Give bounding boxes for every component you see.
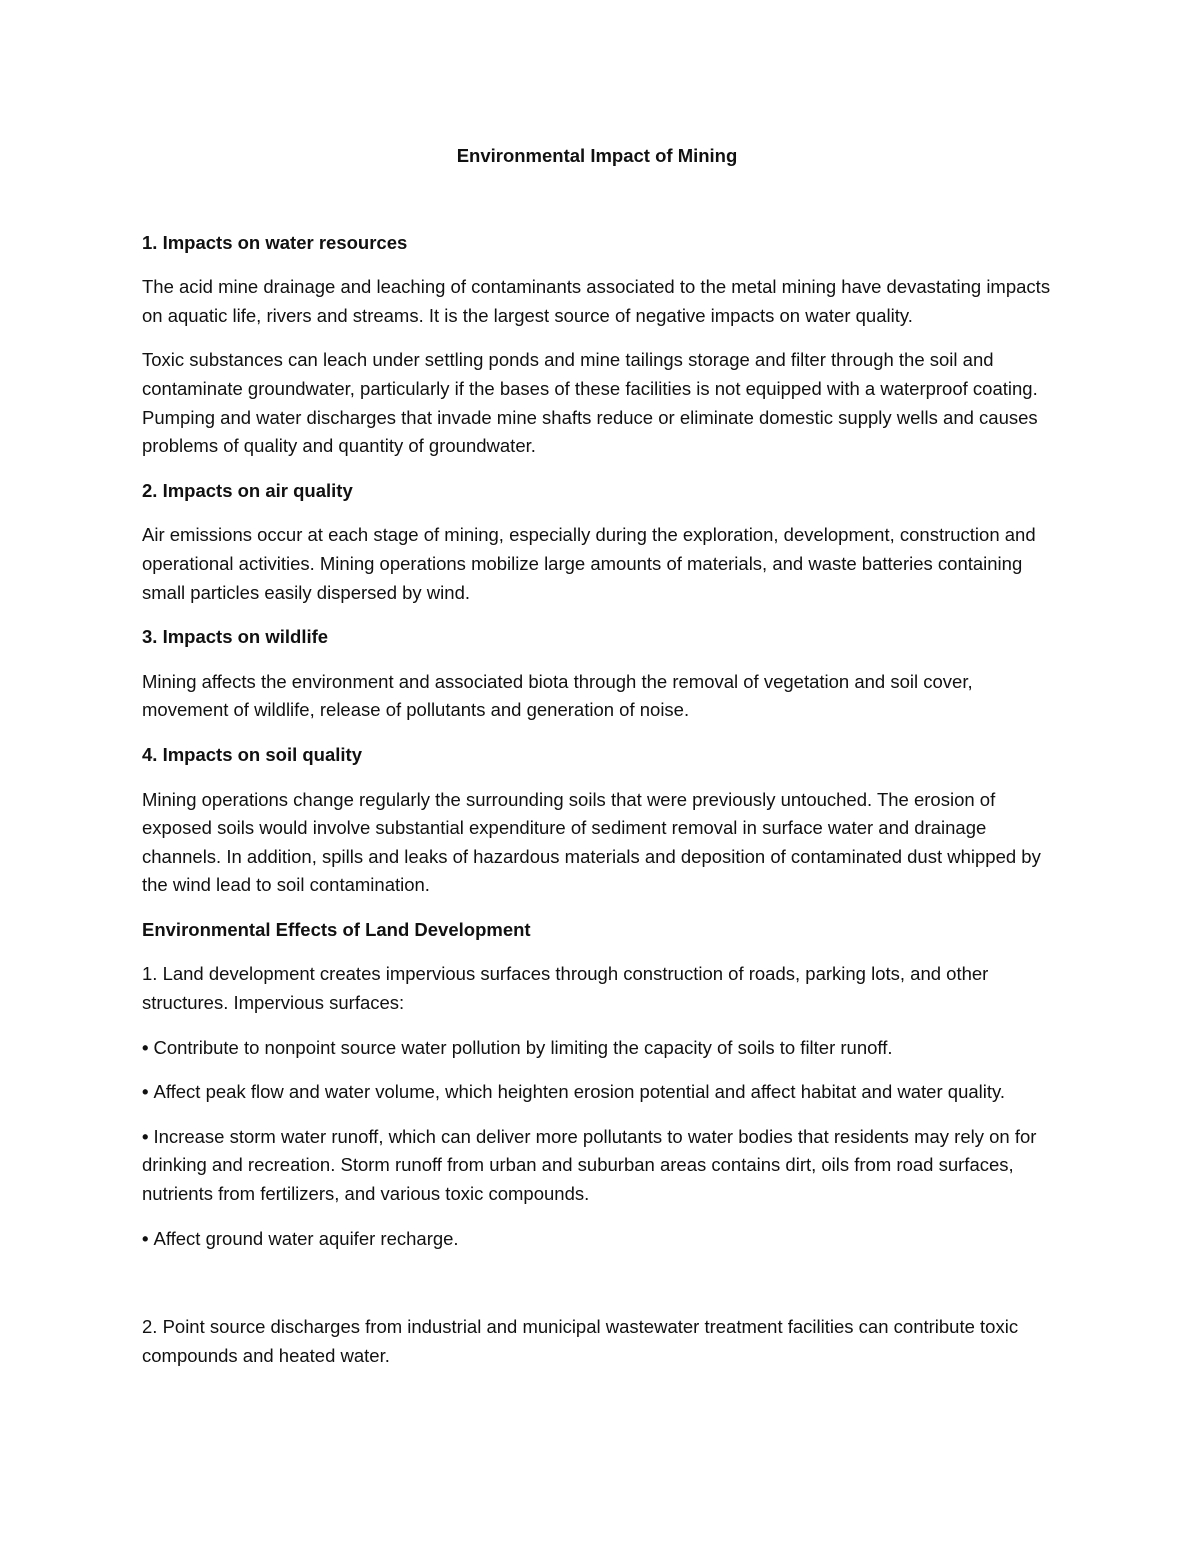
bullet-item bbox=[142, 1225, 1052, 1254]
bullet-item bbox=[142, 1123, 1052, 1209]
bullet-text: Affect peak flow and water volume, which heighten erosion potential and affect habitat and water quality. bbox=[153, 1081, 1006, 1103]
page-title: Environmental Impact of Mining bbox=[456, 145, 738, 166]
section-heading-land-development: Environmental Effects of Land Development bbox=[142, 918, 531, 940]
paragraph-land-intro: 1. Land development creates impervious surfaces through construction of roads, parking lots, and other structures. Impervious surfaces: bbox=[142, 963, 989, 1014]
blank-line bbox=[142, 1269, 1052, 1313]
bullet-icon: • bbox=[142, 1125, 149, 1147]
document-body bbox=[142, 142, 1052, 1386]
bullet-text: Contribute to nonpoint source water pollution by limiting the capacity of soils to filter runoff. bbox=[153, 1036, 893, 1058]
bullet-text: Increase storm water runoff, which can deliver more pollutants to water bodies that residents may rely on for drinking and recreation. Storm runoff from urban and suburban areas contains dirt, oils from road surfaces, nutrients from fertilizers, and various toxic compounds. bbox=[142, 1125, 1037, 1205]
paragraph-wildlife-1: Mining affects the environment and associated biota through the removal of vegetation and soil cover, movement of wildlife, release of pollutants and generation of noise. bbox=[142, 670, 973, 721]
bullet-icon: • bbox=[142, 1227, 149, 1249]
bullet-item bbox=[142, 1078, 1052, 1107]
section-heading-water: 1. Impacts on water resources bbox=[142, 231, 408, 253]
bullet-icon: • bbox=[142, 1081, 149, 1103]
section-heading-air: 2. Impacts on air quality bbox=[142, 479, 353, 501]
paragraph-water-2: Toxic substances can leach under settling ponds and mine tailings storage and filter through the soil and contaminate groundwater, particularly if the bases of these facilities is not equipped with a waterproof coating. Pumping and water discharges that invade mine shafts reduce or eliminate domestic supply wells and causes problems of quality and quantity of groundwater. bbox=[142, 349, 1038, 457]
paragraph-water-1: The acid mine drainage and leaching of contaminants associated to the metal mining have devastating impacts on aquatic life, rivers and streams. It is the largest source of negative impacts on water quality. bbox=[142, 276, 1051, 326]
paragraph-point-source: 2. Point source discharges from industrial and municipal wastewater treatment facilities can contribute toxic compounds and heated water. bbox=[142, 1316, 1019, 1366]
bullet-icon: • bbox=[142, 1036, 149, 1058]
paragraph-soil-1: Mining operations change regularly the surrounding soils that were previously untouched. The erosion of exposed soils would involve substantial expenditure of sediment removal in surface water and drainage channels. In addition, spills and leaks of hazardous materials and deposition of contaminated dust whipped by the wind lead to soil contamination. bbox=[142, 788, 1041, 896]
paragraph-air-1: Air emissions occur at each stage of mining, especially during the exploration, development, construction and operational activities. Mining operations mobilize large amounts of materials, and waste batteries containing small particles easily dispersed by wind. bbox=[142, 524, 1036, 603]
bullet-item bbox=[142, 1034, 1052, 1063]
section-heading-soil: 4. Impacts on soil quality bbox=[142, 743, 362, 765]
bullet-text: Affect ground water aquifer recharge. bbox=[153, 1227, 459, 1249]
section-heading-wildlife: 3. Impacts on wildlife bbox=[142, 626, 329, 648]
